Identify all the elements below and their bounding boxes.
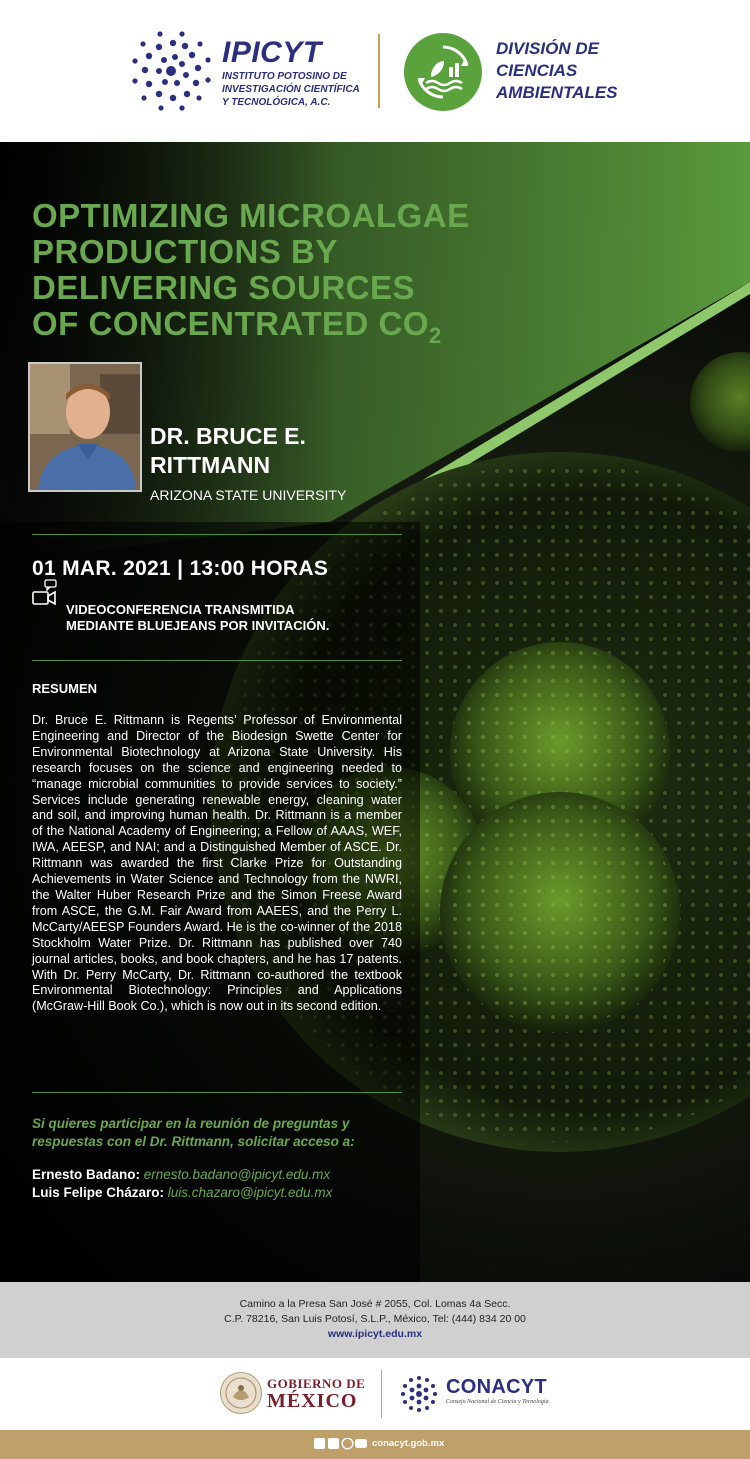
division-line: DIVISIÓN DE [496, 39, 599, 58]
conacyt-fullname: Consejo Nacional de Ciencia y Tecnología [446, 1399, 549, 1405]
title-line: DELIVERING SOURCES [32, 269, 416, 306]
event-date: 01 MAR. 2021 | 13:00 HORAS [32, 557, 329, 580]
video-line: VIDEOCONFERENCIA TRANSMITIDA [66, 602, 295, 617]
title-line: PRODUCTIONS BY [32, 233, 338, 270]
contact-email-link[interactable]: luis.chazaro@ipicyt.edu.mx [167, 1185, 333, 1200]
divider [32, 1092, 402, 1093]
ipicyt-sub-line: INVESTIGACIÓN CIENTÍFICA [222, 84, 360, 95]
contact-row [32, 1167, 330, 1182]
mexico-seal-icon [220, 1372, 262, 1414]
environment-icon [404, 33, 482, 111]
mexico-text: MÉXICO [267, 1390, 358, 1412]
speaker-photo [28, 362, 142, 492]
footer-divider [381, 1370, 382, 1418]
event-poster [0, 142, 750, 1282]
division-line: AMBIENTALES [496, 83, 618, 102]
qa-invitation [32, 1115, 412, 1151]
speaker-institution: ARIZONA STATE UNIVERSITY [150, 487, 347, 503]
twitter-icon [328, 1438, 339, 1449]
divider [32, 534, 402, 535]
event-title [32, 198, 552, 354]
address-line: Camino a la Presa San José # 2055, Col. Lomas 4a Secc. [239, 1298, 511, 1310]
videoconference-icon [32, 579, 58, 607]
speaker-name [150, 422, 306, 480]
ipicyt-wordmark: IPICYT [222, 36, 322, 69]
address-line: C.P. 78216, San Luis Potosí, S.L.P., México, Tel: (444) 834 20 00 [224, 1313, 526, 1325]
contact-email-link[interactable]: ernesto.badano@ipicyt.edu.mx [143, 1167, 331, 1182]
qa-line: Si quieres participar en la reunión de preguntas y [32, 1116, 350, 1131]
video-line: MEDIANTE BLUEJEANS POR INVITACIÓN. [66, 618, 330, 633]
contact-name: Ernesto Badano: [32, 1167, 141, 1182]
header [0, 0, 750, 142]
website-link[interactable]: www.ipicyt.edu.mx [327, 1328, 423, 1340]
division-line: CIENCIAS [496, 61, 578, 80]
resumen-body: Dr. Bruce E. Rittmann is Regents’ Professor of Environmental Engineering and Director of the Biodesign Swette Center for Environmental Biotechnology at Arizona State University. His research focuses on the science and engineering needed to “manage microbial communities to provide services to society.” Services include generating renewable energy, cleaning water and soil, and improving human health. Dr. Rittmann is a member of the National Academy of Engineering; a Fellow of AAAS, WEF, IWA, AEESP, and NAI; and a Distinguished Member of ASCE. Dr. Rittmann was awarded the first Clarke Prize for Outstanding Achievements in Water Science and Technology from the NWRI, the Walter Huber Research Prize and the Simon Freese Award from ASCE, the G.M. Fair Award from AAEES, and the Perry L. McCarty/AEESP Founders Award. He is the co-winner of the 2018 Stockholm Water Prize. Dr. Rittmann has published over 740 journal articles, books, and book chapters, and he has 17 patents. With Dr. Perry McCarty, Dr. Rittmann co-authored the textbook Environmental Biotechnology: Principles and Applications (McGraw-Hill Book Co.), which is now out in its second edition. [32, 713, 402, 1014]
social-bar [0, 1430, 750, 1459]
youtube-icon [355, 1439, 367, 1448]
conacyt-wordmark: CONACYT [446, 1376, 547, 1398]
sponsor-logos [0, 1358, 750, 1430]
conacyt-website-link[interactable]: conacyt.gob.mx [372, 1438, 445, 1449]
gobierno-text: GOBIERNO DE [267, 1376, 366, 1391]
videoconference-info [66, 602, 396, 634]
contact-row [32, 1185, 332, 1200]
social-icons [314, 1438, 368, 1451]
qa-line: respuestas con el Dr. Rittmann, solicitar acceso a: [32, 1134, 355, 1149]
ipicyt-sub-line: Y TECNOLÓGICA, A.C. [222, 97, 331, 108]
title-line: OPTIMIZING MICROALGAE [32, 197, 470, 234]
instagram-icon [342, 1438, 353, 1449]
ipicyt-logo-icon [130, 30, 212, 112]
title-line [32, 306, 552, 354]
conacyt-logo-icon [397, 1372, 441, 1416]
address-bar [0, 1282, 750, 1358]
header-divider [378, 34, 380, 108]
contact-name: Luis Felipe Cházaro: [32, 1185, 165, 1200]
speaker-name-line: DR. BRUCE E. [150, 423, 306, 449]
title-text: OF CONCENTRATED CO [32, 305, 430, 342]
facebook-icon [314, 1438, 325, 1449]
title-subscript: 2 [429, 323, 442, 348]
speaker-name-line: RITTMANN [150, 452, 271, 478]
resumen-heading: RESUMEN [32, 681, 98, 696]
division-title [496, 38, 618, 104]
ipicyt-sub-line: INSTITUTO POTOSINO DE [222, 71, 347, 82]
ipicyt-fullname [222, 70, 372, 109]
divider [32, 660, 402, 661]
